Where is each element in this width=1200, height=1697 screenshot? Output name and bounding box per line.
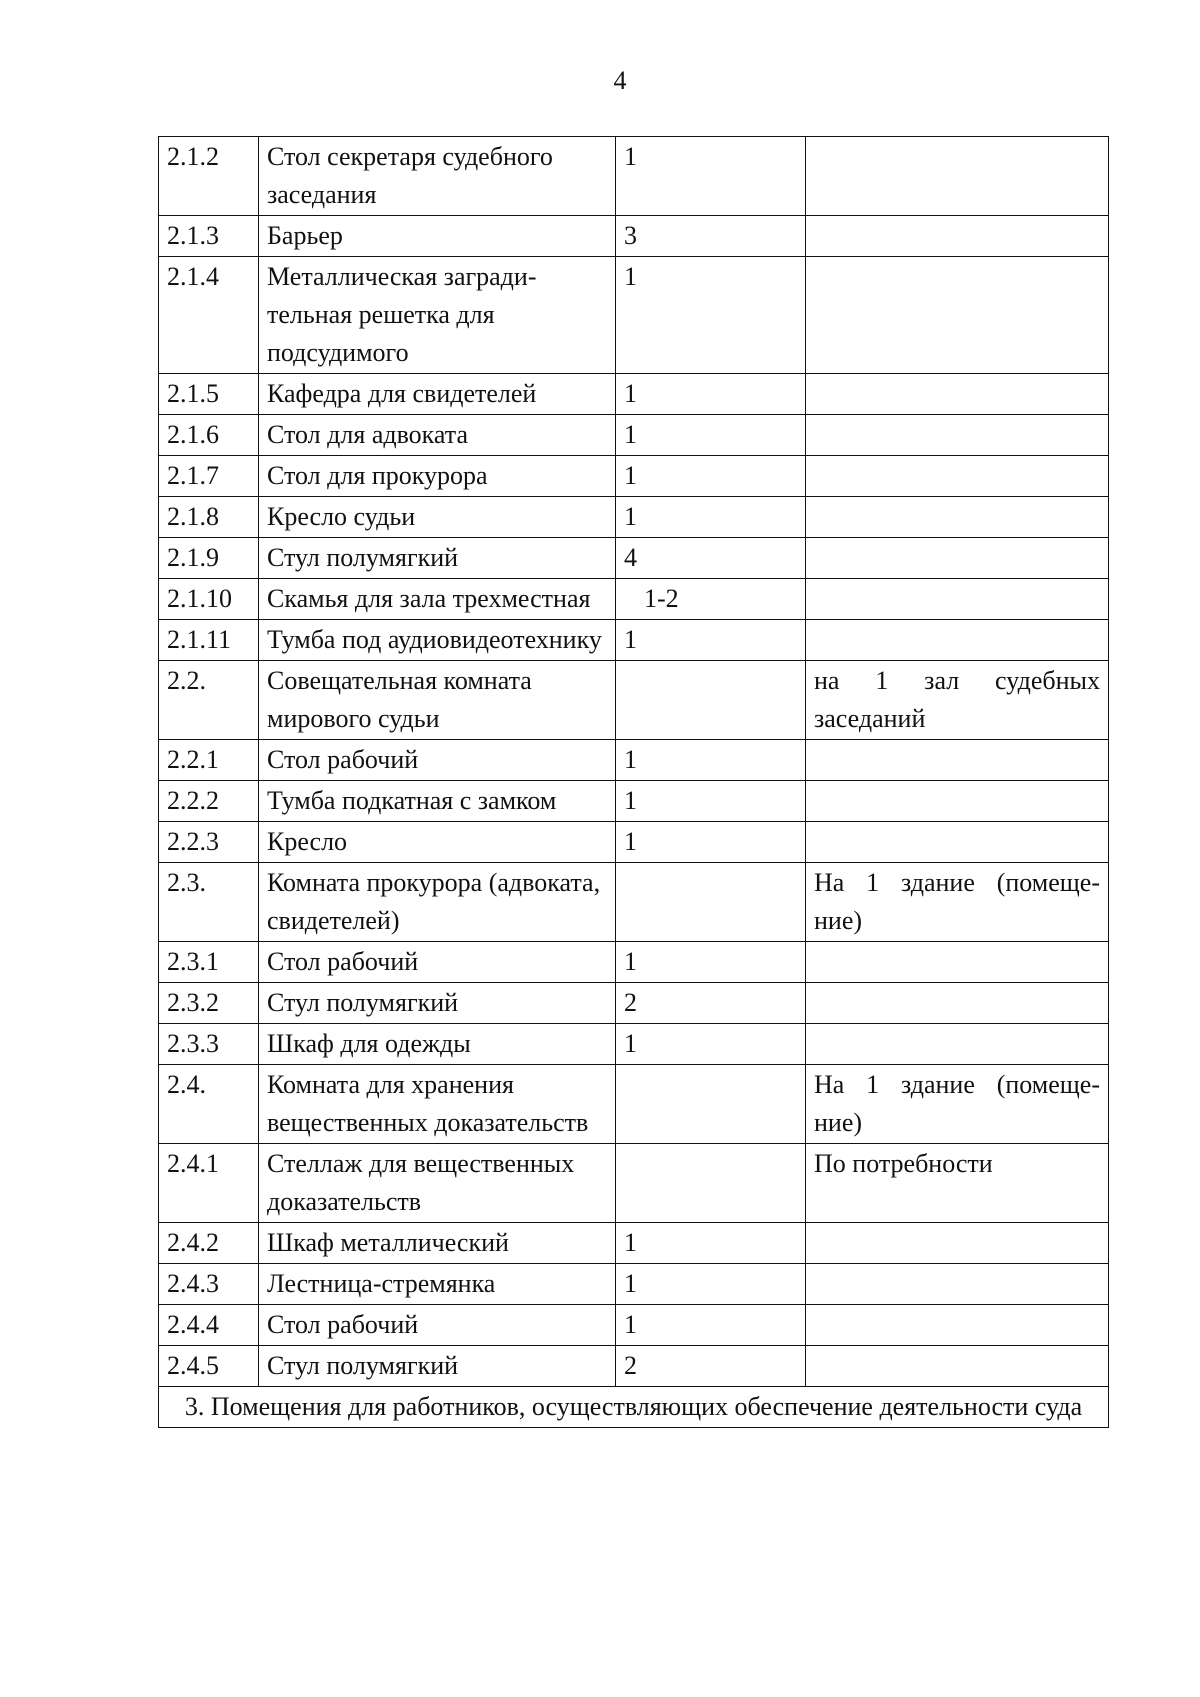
item-quantity: 1 [616, 415, 806, 456]
item-name: Стол для прокурора [259, 456, 616, 497]
table-row [159, 497, 1109, 538]
page-number: 4 [613, 66, 627, 95]
item-number: 2.1.6 [159, 415, 259, 456]
item-note: На 1 здание (помеще-ние) [806, 863, 1109, 942]
item-quantity: 1 [616, 1264, 806, 1305]
item-quantity [616, 661, 806, 740]
item-quantity: 1 [616, 456, 806, 497]
item-note: На 1 здание (помеще-ние) [806, 1065, 1109, 1144]
table-row [159, 781, 1109, 822]
item-number: 2.4.4 [159, 1305, 259, 1346]
table-row [159, 374, 1109, 415]
item-number: 2.3.2 [159, 983, 259, 1024]
item-quantity: 1 [616, 497, 806, 538]
item-quantity: 1 [616, 620, 806, 661]
table-row [159, 1264, 1109, 1305]
item-note [806, 983, 1109, 1024]
item-number: 2.2.3 [159, 822, 259, 863]
item-note [806, 1024, 1109, 1065]
table-row [159, 863, 1109, 942]
item-name: Кафедра для свидетелей [259, 374, 616, 415]
item-number: 2.2. [159, 661, 259, 740]
item-number: 2.3.3 [159, 1024, 259, 1065]
item-quantity: 1 [616, 1305, 806, 1346]
item-name: Тумба подкатная с замком [259, 781, 616, 822]
item-number: 2.1.2 [159, 137, 259, 216]
item-name: Тумба под аудиовидеотехнику [259, 620, 616, 661]
item-note [806, 781, 1109, 822]
table-row [159, 620, 1109, 661]
item-quantity: 1 [616, 374, 806, 415]
item-quantity: 1 [616, 822, 806, 863]
item-number: 2.1.4 [159, 257, 259, 374]
table-row [159, 942, 1109, 983]
item-note [806, 942, 1109, 983]
table-row [159, 1144, 1109, 1223]
item-name: Стол секретаря судебного заседания [259, 137, 616, 216]
table-row [159, 456, 1109, 497]
item-name: Стол рабочий [259, 942, 616, 983]
item-number: 2.1.11 [159, 620, 259, 661]
item-note [806, 620, 1109, 661]
item-quantity: 1 [616, 1223, 806, 1264]
item-number: 2.4.2 [159, 1223, 259, 1264]
equipment-table [158, 136, 1109, 1428]
item-quantity [616, 1144, 806, 1223]
item-name: Стол рабочий [259, 740, 616, 781]
item-quantity [616, 863, 806, 942]
item-note: на 1 зал судебных заседаний [806, 661, 1109, 740]
table-row [159, 1024, 1109, 1065]
item-note [806, 497, 1109, 538]
table-row [159, 1065, 1109, 1144]
item-note [806, 257, 1109, 374]
table-row [159, 216, 1109, 257]
item-number: 2.1.8 [159, 497, 259, 538]
table-row [159, 1223, 1109, 1264]
item-quantity [616, 1065, 806, 1144]
item-number: 2.2.2 [159, 781, 259, 822]
item-note [806, 456, 1109, 497]
table-row [159, 415, 1109, 456]
table-row [159, 257, 1109, 374]
item-name: Шкаф для одежды [259, 1024, 616, 1065]
item-note [806, 374, 1109, 415]
table-row [159, 983, 1109, 1024]
item-quantity: 4 [616, 538, 806, 579]
item-note [806, 216, 1109, 257]
item-quantity: 1-2 [616, 579, 806, 620]
item-number: 2.1.10 [159, 579, 259, 620]
item-quantity: 1 [616, 1024, 806, 1065]
item-quantity: 1 [616, 257, 806, 374]
item-quantity: 1 [616, 137, 806, 216]
item-number: 2.4.5 [159, 1346, 259, 1387]
item-name: Комната для хранения вещественных доказательств [259, 1065, 616, 1144]
table-row [159, 538, 1109, 579]
item-name: Комната прокурора (адвоката, свидетелей) [259, 863, 616, 942]
item-name: Лестница-стремянка [259, 1264, 616, 1305]
table-row [159, 137, 1109, 216]
item-number: 2.3. [159, 863, 259, 942]
item-name: Стул полумягкий [259, 983, 616, 1024]
item-quantity: 3 [616, 216, 806, 257]
item-name: Стул полумягкий [259, 538, 616, 579]
table-row [159, 822, 1109, 863]
item-number: 2.2.1 [159, 740, 259, 781]
item-name: Стол для адвоката [259, 415, 616, 456]
item-name: Барьер [259, 216, 616, 257]
item-note [806, 1346, 1109, 1387]
item-note: По потребности [806, 1144, 1109, 1223]
item-note [806, 538, 1109, 579]
item-quantity: 1 [616, 740, 806, 781]
table-row [159, 661, 1109, 740]
item-name: Стол рабочий [259, 1305, 616, 1346]
item-name: Стеллаж для вещественных доказательств [259, 1144, 616, 1223]
item-note [806, 579, 1109, 620]
item-number: 2.1.9 [159, 538, 259, 579]
table-row [159, 1305, 1109, 1346]
item-note [806, 1264, 1109, 1305]
table-row [159, 740, 1109, 781]
item-quantity: 2 [616, 1346, 806, 1387]
table-row [159, 579, 1109, 620]
table-row [159, 1346, 1109, 1387]
item-quantity: 1 [616, 942, 806, 983]
item-number: 2.1.7 [159, 456, 259, 497]
item-number: 2.1.5 [159, 374, 259, 415]
item-number: 2.1.3 [159, 216, 259, 257]
item-name: Кресло судьи [259, 497, 616, 538]
item-name: Скамья для зала трехместная [259, 579, 616, 620]
item-note [806, 822, 1109, 863]
item-number: 2.4.3 [159, 1264, 259, 1305]
item-note [806, 1223, 1109, 1264]
item-number: 2.4.1 [159, 1144, 259, 1223]
item-name: Кресло [259, 822, 616, 863]
item-note [806, 415, 1109, 456]
item-name: Совещательная комната мирового судьи [259, 661, 616, 740]
item-note [806, 740, 1109, 781]
item-name: Шкаф металлический [259, 1223, 616, 1264]
item-name: Металлическая загради-тельная решетка для подсудимого [259, 257, 616, 374]
item-quantity: 2 [616, 983, 806, 1024]
section-heading: 3. Помещения для работников, осуществляющих обеспечение деятельности суда [159, 1387, 1109, 1428]
table-body [159, 137, 1109, 1428]
item-name: Стул полумягкий [259, 1346, 616, 1387]
item-note [806, 137, 1109, 216]
section-row [159, 1387, 1109, 1428]
item-number: 2.3.1 [159, 942, 259, 983]
item-note [806, 1305, 1109, 1346]
item-number: 2.4. [159, 1065, 259, 1144]
item-quantity: 1 [616, 781, 806, 822]
